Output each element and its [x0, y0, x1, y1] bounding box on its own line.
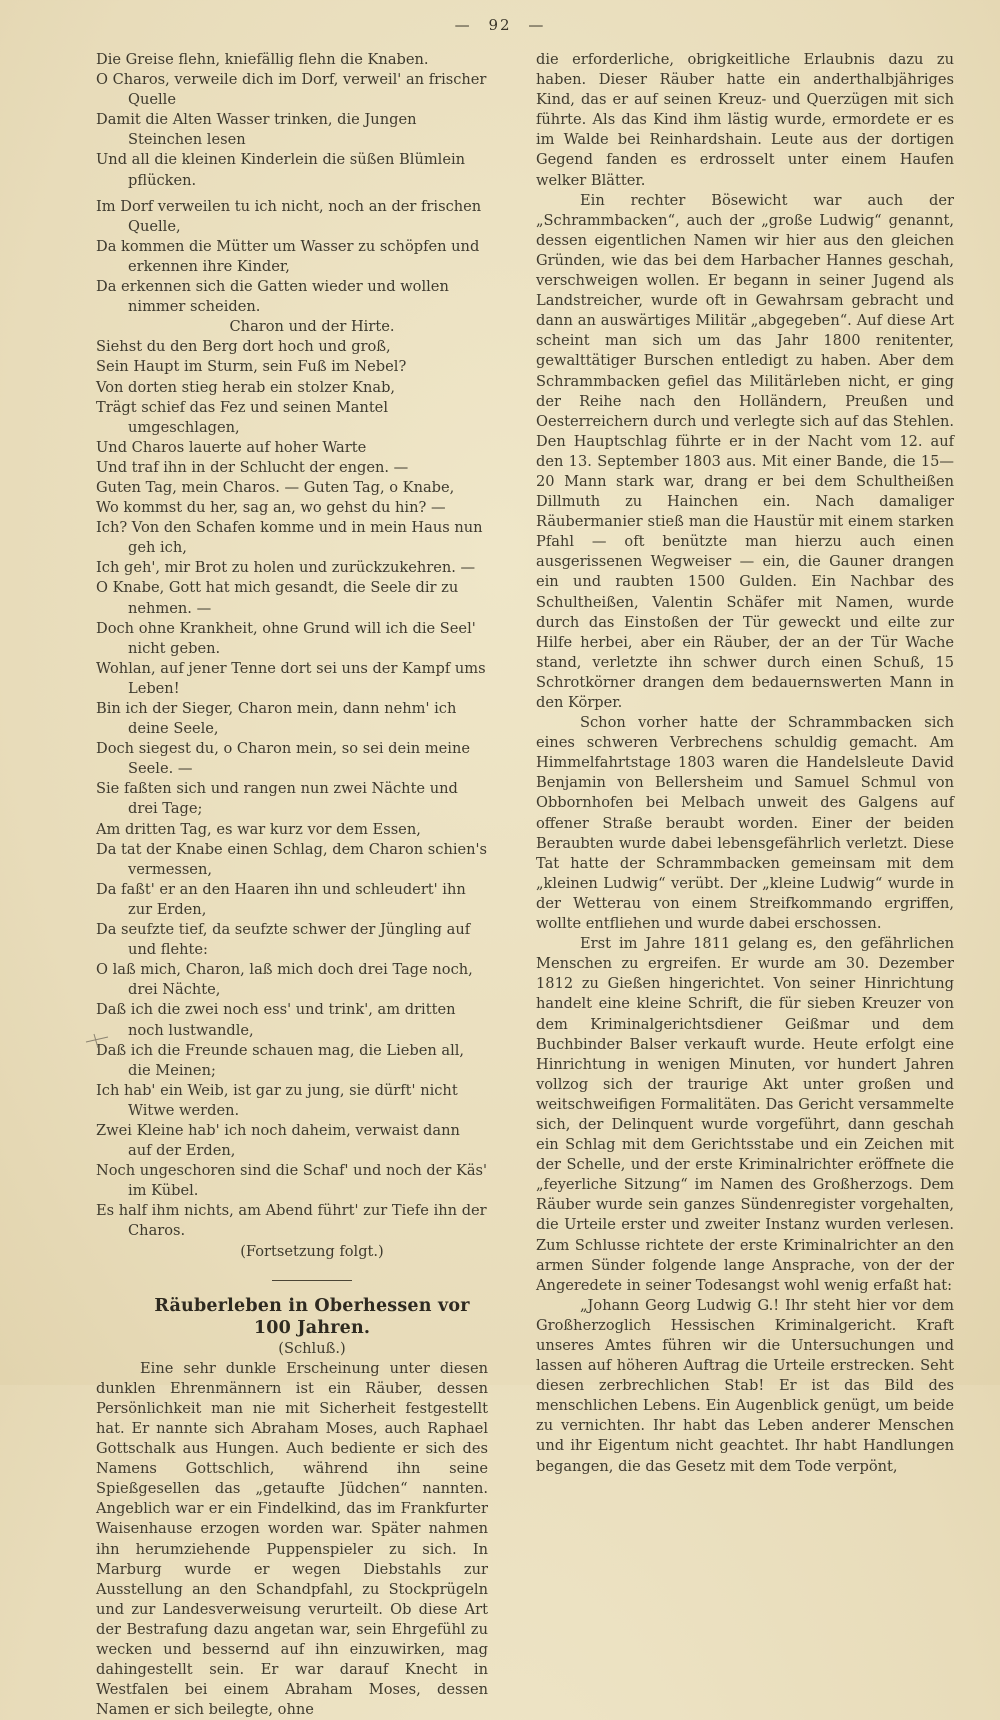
verse-line: O laß mich, Charon, laß mich doch drei Tage noch, drei Nächte, — [96, 961, 473, 999]
verse-line: Da erkennen sich die Gatten wieder und wollen nimmer scheiden. — [96, 278, 449, 316]
poem-charon-hirte — [96, 337, 488, 1241]
verse-line: Von dorten stieg herab ein stolzer Knab, — [96, 378, 396, 396]
verse-line: Ich hab' ein Weib, ist gar zu jung, sie dürft' nicht Witwe werden. — [96, 1081, 458, 1119]
article-paragraph: Ein rechter Bösewicht war auch der „Schrammbacken“, auch der „große Ludwig“ genannt, dessen eigentlichen Namen wir hier aus den gleichen Gründen, wie das bei dem Harbacher Hannes geschah, verschweigen wollen. Er begann in seiner Jugend als Landstreicher, wurde oft in Gewahrsam gebracht und dann an auswärtiges Militär „abgegeben“. Auf diese Art scheint man sich um das Jahr 1800 renitenter, gewalttätiger Burschen entledigt zu haben. Aber dem Schrammbacken gefiel das Militärleben nicht, er ging der Reihe nach den Holländern, Preußen und Oesterreichern durch und verlegte sich auf das Stehlen. Den Hauptschlag führte er in der Nacht vom 12. auf den 13. September 1803 aus. Mit einer Bande, die 15—20 Mann stark war, drang er bei dem Schultheißen Dillmuth zu Hainchen ein. Nach damaliger Räubermanier stieß man die Haustür mit einem starken Pfahl — oft benützte man hierzu auch einen ausgerissenen Wegweiser — ein, die Gauner drangen ein und raubten 1500 Gulden. Ein Nachbar des Schultheißen, Valentin Schäfer mit Namen, wurde durch das Einstoßen der Tür geweckt und eilte zur Hilfe herbei, aber ein Räuber, der an der Tür Wache stand, verletzte ihn schwer durch einen Schuß, 15 Schrotkörner drangen dem bedauernswerten Mann in den Körper. — [536, 191, 954, 711]
page-header — [0, 16, 1000, 34]
verse-line: Guten Tag, mein Charos. — Guten Tag, o Knabe, — [96, 478, 455, 496]
article-paragraph: Schon vorher hatte der Schrammbacken sich eines schweren Verbrechens schuldig gemacht. Am Himmelfahrtstage 1803 waren die Handelsleute David Benjamin von Bellersheim und Samuel Schmul von Obbornhofen bei Melbach unweit des Galgens auf offener Straße beraubt worden. Einer der beiden Beraubten wurde dabei lebensgefährlich verletzt. Diese Tat hatte der Schrammbacken gemeinsam mit dem „kleinen Ludwig“ verübt. Der „kleine Ludwig“ wurde in der Wetterau von einem Streifkommando ergriffen, wollte entfliehen und wurde dabei erschossen. — [536, 714, 954, 933]
verse-line: Und all die kleinen Kinderlein die süßen Blümlein pflücken. — [96, 151, 466, 189]
poem-stanza-1 — [96, 50, 488, 191]
verse-line: Am dritten Tag, es war kurz vor dem Essen, — [96, 820, 421, 838]
verse-line: Wohlan, auf jener Tenne dort sei uns der Kampf ums Leben! — [96, 659, 486, 697]
verse-line: Sie faßten sich und rangen nun zwei Nächte und drei Tage; — [96, 780, 458, 818]
right-column — [536, 50, 954, 1477]
article-title: Räuberleben in Oberhessen vor 100 Jahren. — [154, 1295, 470, 1338]
verse-line: O Charos, verweile dich im Dorf, verweil' an frischer Quelle — [96, 71, 487, 109]
left-column — [96, 50, 488, 1720]
verse-line: Sein Haupt im Sturm, sein Fuß im Nebel? — [96, 358, 407, 376]
verse-line: Es half ihm nichts, am Abend führt' zur Tiefe ihn der Charos. — [96, 1202, 487, 1240]
verse-line: Da tat der Knabe einen Schlag, dem Charon schien's vermessen, — [96, 840, 488, 878]
header-dash-left: — — [454, 16, 472, 34]
verse-line: Daß ich die zwei noch ess' und trink', am dritten noch lustwandle, — [96, 1001, 456, 1039]
verse-line: Da seufzte tief, da seufzte schwer der Jüngling auf und flehte: — [96, 921, 471, 959]
poem-stanza-2 — [96, 197, 488, 318]
verse-line: Wo kommst du her, sag an, wo gehst du hin? — — [96, 499, 446, 517]
verse-line: Und traf ihn in der Schlucht der engen. — — [96, 458, 409, 476]
verse-line: Da kommen die Mütter um Wasser zu schöpfen und erkennen ihre Kinder, — [96, 237, 480, 275]
verse-line: O Knabe, Gott hat mich gesandt, die Seele dir zu nehmen. — — [96, 579, 459, 617]
poem-title: Charon und der Hirte. — [229, 318, 395, 336]
pencil-mark-icon — [84, 1030, 110, 1050]
verse-line: Bin ich der Sieger, Charon mein, dann nehm' ich deine Seele, — [96, 700, 457, 738]
article-subtitle: (Schluß.) — [278, 1339, 346, 1357]
verse-line: Im Dorf verweilen tu ich nicht, noch an der frischen Quelle, — [96, 197, 482, 235]
article-paragraph: die erforderliche, obrigkeitliche Erlaubnis dazu zu haben. Dieser Räuber hatte ein anderthalbjähriges Kind, das er auf seinen Kreuz- und Querzügen mit sich führte. Als das Kind ihm lästig wurde, ermordete er es im Walde bei Reinhardshain. Leute aus der dortigen Gegend fanden es erdrosselt unter einem Haufen welker Blätter. — [536, 51, 954, 189]
verse-line: Daß ich die Freunde schauen mag, die Lieben all, die Meinen; — [96, 1041, 465, 1079]
verse-line: Die Greise flehn, kniefällig flehn die Knaben. — [96, 51, 429, 68]
verse-line: Da faßt' er an den Haaren ihn und schleudert' ihn zur Erden, — [96, 880, 466, 918]
verse-line: Trägt schief das Fez und seinen Mantel umgeschlagen, — [96, 398, 388, 436]
article-paragraph: Erst im Jahre 1811 gelang es, den gefährlichen Menschen zu ergreifen. Er wurde am 30. Dezember 1812 zu Gießen hingerichtet. Von seiner Hinrichtung handelt eine kleine Schrift, die für sieben Kreuzer von dem Kriminalgerichtsdiener Geißmar und dem Buchbinder Balser verkauft wurde. Heute erfolgt eine Hinrichtung in wenigen Minuten, vor hundert Jahren vollzog sich der traurige Akt unter großen und weitschweifigen Formalitäten. Das Gericht versammelte sich, der Delinquent wurde vorgeführt, dann geschah ein Schlag mit dem Gerichtsstabe und ein Zeichen mit der Schelle, und der erste Kriminalrichter eröffnete die „feyerliche Sitzung“ im Namen des Großherzogs. Dem Räuber wurde sein ganzes Sündenregister vorgehalten, die Urteile erster und zweiter Instanz wurden verlesen. Zum Schlusse richtete der erste Kriminalrichter an den armen Sünder folgende lange Ansprache, von der der Angeredete in seiner Todesangst wohl wenig erfaßt hat: — [536, 935, 954, 1294]
page-number: 92 — [488, 16, 512, 34]
header-dash-right: — — [528, 16, 546, 34]
verse-line: Und Charos lauerte auf hoher Warte — [96, 438, 367, 456]
verse-line: Damit die Alten Wasser trinken, die Jungen Steinchen lesen — [96, 111, 417, 149]
article-paragraph: „Johann Georg Ludwig G.! Ihr steht hier vor dem Großherzoglich Hessischen Kriminalgericht. Kraft unseres Amtes führen wir die Untersuchungen und lassen auf höheren Auftrag die Urteile erstrecken. Seht diesen zerbrechlichen Stab! Er ist das Bild des menschlichen Lebens. Ein Augenblick genügt, um beide zu vernichten. Ihr habt das Leben anderer Menschen und ihr Eigentum nicht geachtet. Ihr habt Handlungen begangen, die das Gesetz mit dem Tode verpönt, — [536, 1296, 954, 1475]
continuation-note: (Fortsetzung folgt.) — [240, 1242, 384, 1260]
verse-line: Doch siegest du, o Charon mein, so sei dein meine Seele. — — [96, 740, 471, 778]
verse-line: Noch ungeschoren sind die Schaf' und noch der Käs' im Kübel. — [96, 1162, 488, 1200]
verse-line: Siehst du den Berg dort hoch und groß, — [96, 338, 391, 356]
verse-line: Doch ohne Krankheit, ohne Grund will ich die Seel' nicht geben. — [96, 619, 476, 657]
verse-line: Zwei Kleine hab' ich noch daheim, verwaist dann auf der Erden, — [96, 1121, 460, 1160]
article-paragraph: Eine sehr dunkle Erscheinung unter diesen dunklen Ehrenmännern ist ein Räuber, dessen Persönlichkeit man nie mit Sicherheit festgestellt hat. Er nannte sich Abraham Moses, auch Raphael Gottschalk aus Hungen. Auch bediente er sich des Namens Gottschlich, während ihn seine Spießgesellen das „getaufte Jüdchen“ nannten. Angeblich war er ein Findelkind, das im Frankfurter Waisenhause erzogen worden war. Später nahmen ihn herumziehende Puppenspieler zu sich. In Marburg wurde er wegen Diebstahls zur Ausstellung an den Schandpfahl, zu Stockprügeln und zur Landesverweisung verurteilt. Ob diese Art der Bestrafung dazu angetan war, sein Ehrgefühl zu wecken und bessernd auf ihn einzuwirken, mag dahingestellt sein. Er war darauf Knecht in Westfalen bei einem Abraham Moses, dessen Namen er sich beilegte, ohne — [96, 1359, 488, 1719]
verse-line: Ich geh', mir Brot zu holen und zurückzukehren. — — [96, 559, 476, 577]
section-divider — [272, 1280, 352, 1281]
verse-line: Ich? Von den Schafen komme und in mein Haus nun geh ich, — [96, 519, 483, 557]
